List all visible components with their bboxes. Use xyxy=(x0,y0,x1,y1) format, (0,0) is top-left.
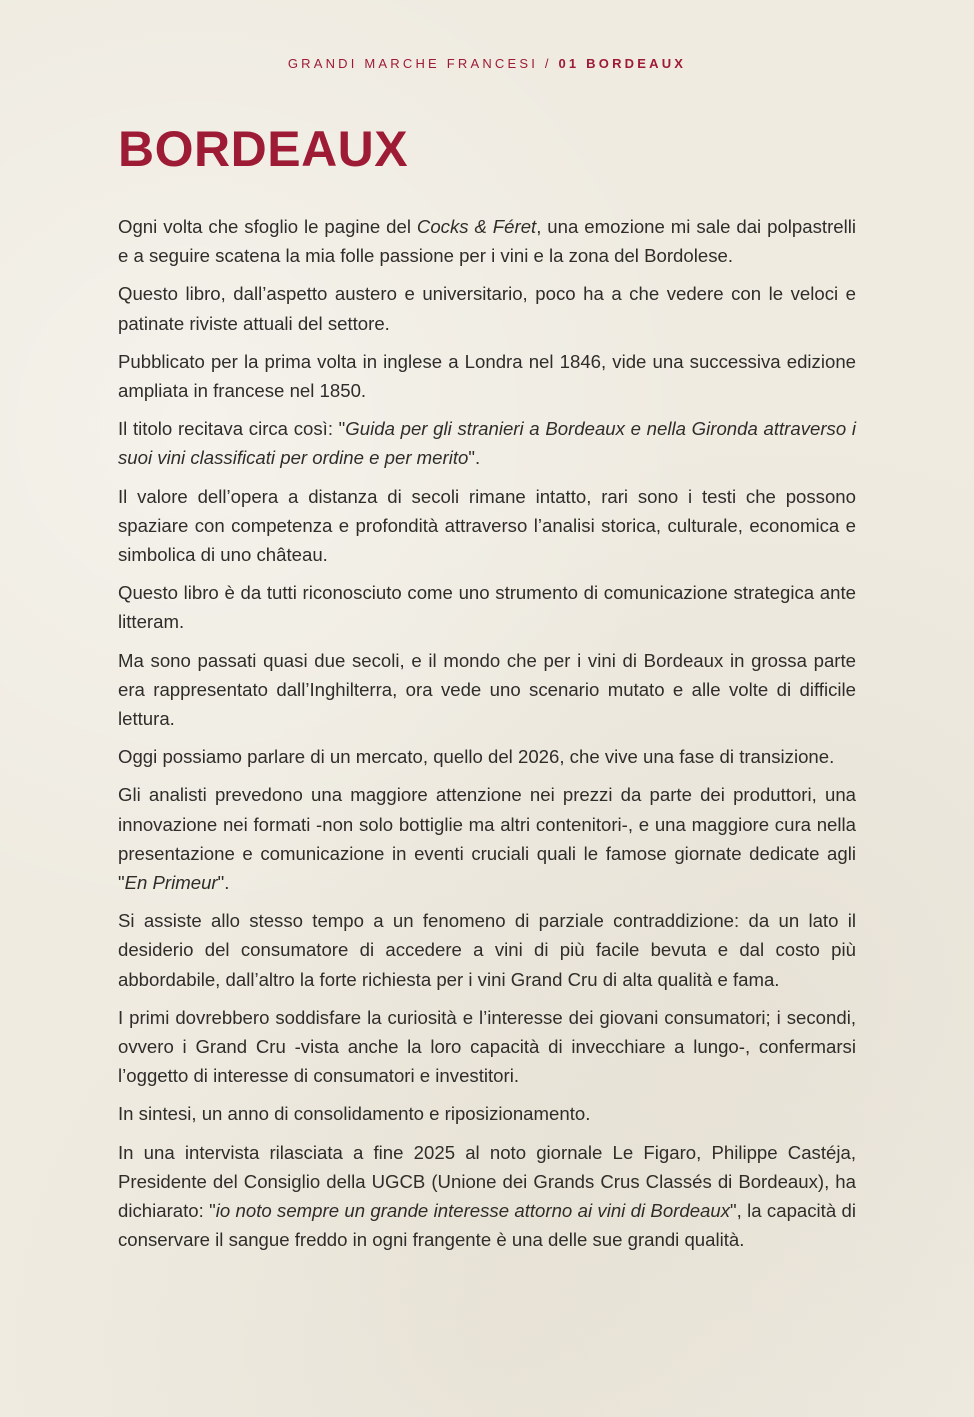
paragraph-4-italic: Guida per gli stranieri a Bordeaux e nella Gironda attraverso i suoi vini classificati per ordine e per merito xyxy=(118,418,856,469)
paragraph-13-italic: io noto sempre un grande interesse attorno ai vini di Bordeaux xyxy=(215,1200,731,1222)
paragraph-13-text-b: ", la capacità di conservare il sangue freddo in ogni frangente è una delle sue grandi qualità. xyxy=(118,1200,856,1251)
header-chapter: 01 BORDEAUX xyxy=(558,56,687,71)
running-header xyxy=(0,56,974,71)
paragraph-10: Si assiste allo stesso tempo a un fenomeno di parziale contraddizione: da un lato il desiderio del consumatore di accedere a vini di più facile bevuta e dal costo più abbordabile, dall’altro la forte richiesta per i vini Grand Cru di alta qualità e fama. xyxy=(118,910,856,990)
paragraph-4-text-b: ". xyxy=(468,447,481,469)
paragraph-6: Questo libro è da tutti riconosciuto come uno strumento di comunicazione strategica ante litteram. xyxy=(118,582,856,633)
paragraph-7: Ma sono passati quasi due secoli, e il mondo che per i vini di Bordeaux in grossa parte era rappresentato dall’Inghilterra, ora vede uno scenario mutato e alle volte di difficile lettura. xyxy=(118,649,856,730)
paragraph-11: I primi dovrebbero soddisfare la curiosità e l’interesse dei giovani consumatori; i secondi, ovvero i Grand Cru -vista anche la loro capacità di invecchiare a lungo-, confermarsi l’oggetto di interesse di consumatori e investitori. xyxy=(118,1006,856,1087)
paragraph-9 xyxy=(118,780,856,897)
paragraph-12: In sintesi, un anno di consolidamento e riposizionamento. xyxy=(118,1103,591,1125)
paragraph-4-text-a: Il titolo recitava circa così: " xyxy=(118,418,346,440)
paragraph-4 xyxy=(118,414,856,472)
header-separator: / xyxy=(538,56,559,71)
paragraph-5: Il valore dell’opera a distanza di secoli rimane intatto, rari sono i testi che possono spaziare con competenza e profondità attraverso l’analisi storica, culturale, economica e simbolica di uno château. xyxy=(118,485,856,566)
paragraph-13-text-a: In una intervista rilasciata a fine 2025 al noto giornale Le Figaro, Philippe Castéja, Presidente del Consiglio della UGCB (Unione dei Grands Crus Classés di Bordeaux), ha dichiarato: " xyxy=(118,1141,856,1222)
paragraph-13 xyxy=(118,1138,856,1255)
article-body xyxy=(118,212,856,1264)
page-title: BORDEAUX xyxy=(118,121,409,177)
paragraph-2: Questo libro, dall’aspetto austero e universitario, poco ha a che vedere con le veloci e patinate riviste attuali del settore. xyxy=(118,283,856,334)
paragraph-3: Pubblicato per la prima volta in inglese a Londra nel 1846, vide una successiva edizione ampliata in francese nel 1850. xyxy=(118,350,856,402)
paragraph-1-text-b: , una emozione mi sale dai polpastrelli e a seguire scatena la mia folle passione per i vini e la zona del Bordolese. xyxy=(118,216,856,267)
paragraph-1-italic: Cocks & Féret xyxy=(416,216,537,237)
paragraph-1 xyxy=(118,212,856,270)
paragraph-8: Oggi possiamo parlare di un mercato, quello del 2026, che vive una fase di transizione. xyxy=(118,746,835,768)
paragraph-1-text-a: Ogni volta che sfoglio le pagine del xyxy=(118,216,417,237)
paragraph-9-text-a: Gli analisti prevedono una maggiore attenzione nei prezzi da parte dei produttori, una innovazione nei formati -non solo bottiglie ma altri contenitori-, e una maggiore cura nella presentazione e comunicazione in eventi cruciali quali le famose giornate dedicate agli " xyxy=(118,784,856,894)
paragraph-9-text-b: ". xyxy=(217,872,230,894)
paragraph-9-italic: En Primeur xyxy=(124,872,218,894)
header-section: GRANDI MARCHE FRANCESI xyxy=(287,56,539,71)
